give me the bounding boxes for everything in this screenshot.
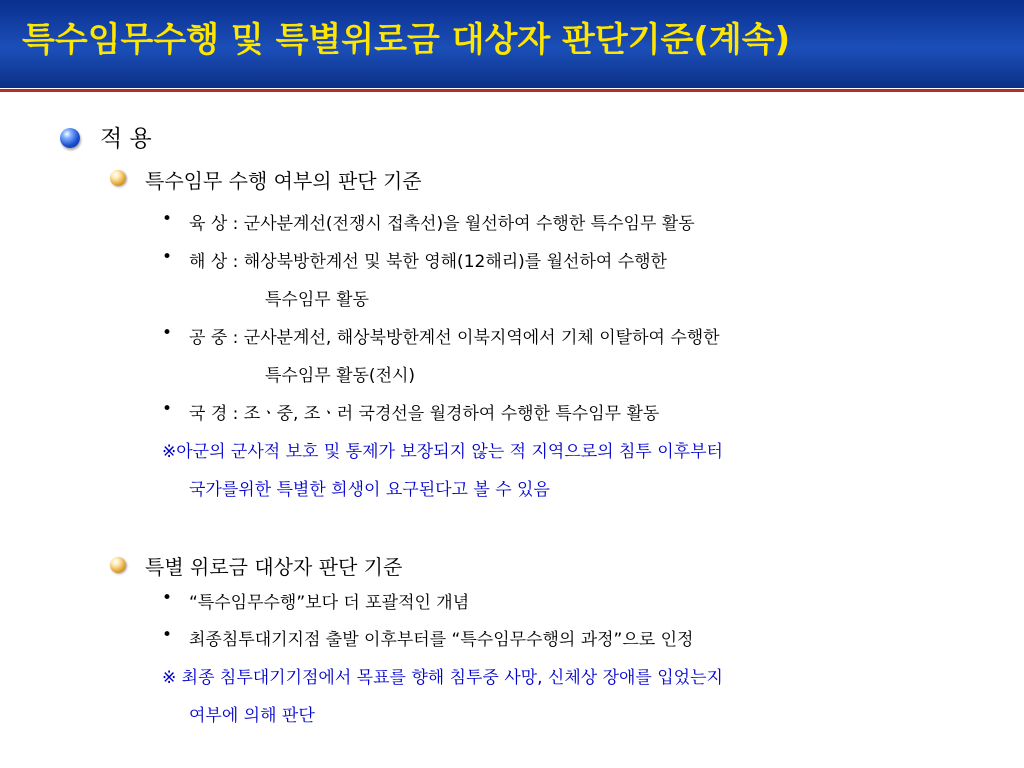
section2-heading: 특별 위로금 대상자 판단 기준	[145, 555, 403, 579]
title-divider	[0, 89, 1024, 92]
list-item-air-cont: 특수임무 활동(전시)	[265, 366, 416, 386]
list-item-border: 국 경 : 조ㆍ중, 조ㆍ러 국경선을 월경하여 수행한 특수임무 활동	[189, 404, 660, 424]
bullet-dot: •	[162, 323, 173, 343]
orange-sphere-bullet-icon	[110, 170, 126, 186]
bullet-dot: •	[162, 247, 173, 267]
section-heading: 적 용	[100, 126, 152, 152]
list-item-air: 공 중 : 군사분계선, 해상북방한계선 이북지역에서 기체 이탈하여 수행한	[189, 328, 720, 348]
bullet-dot: •	[162, 399, 173, 419]
section2-note: ※ 최종 침투대기기점에서 목표를 향해 침투중 사망, 신체상 장애를 입었는지	[162, 668, 723, 688]
bullet-dot: •	[162, 588, 173, 608]
section1-note-cont: 국가를위한 특별한 희생이 요구된다고 볼 수 있음	[189, 480, 550, 500]
bullet-dot: •	[162, 625, 173, 645]
section1-note: ※아군의 군사적 보호 및 통제가 보장되지 않는 적 지역으로의 침투 이후부터	[162, 442, 723, 462]
page-title: 특수임무수행 및 특별위로금 대상자 판단기준(계속)	[22, 20, 791, 60]
list-item-concept: “특수임무수행”보다 더 포괄적인 개념	[189, 593, 470, 613]
list-item-recognition: 최종침투대기지점 출발 이후부터를 “특수임무수행의 과정”으로 인정	[189, 630, 694, 650]
blue-sphere-bullet-icon	[60, 128, 80, 148]
title-bar	[0, 0, 1024, 88]
list-item-sea: 해 상 : 해상북방한계선 및 북한 영해(12해리)를 월선하여 수행한	[189, 252, 667, 272]
orange-sphere-bullet-icon	[110, 557, 126, 573]
list-item-land: 육 상 : 군사분계선(전쟁시 접촉선)을 월선하여 수행한 특수임무 활동	[189, 214, 695, 234]
section2-note-cont: 여부에 의해 판단	[189, 706, 315, 726]
bullet-dot: •	[162, 209, 173, 229]
list-item-sea-cont: 특수임무 활동	[265, 290, 369, 310]
section1-heading: 특수임무 수행 여부의 판단 기준	[145, 169, 422, 193]
